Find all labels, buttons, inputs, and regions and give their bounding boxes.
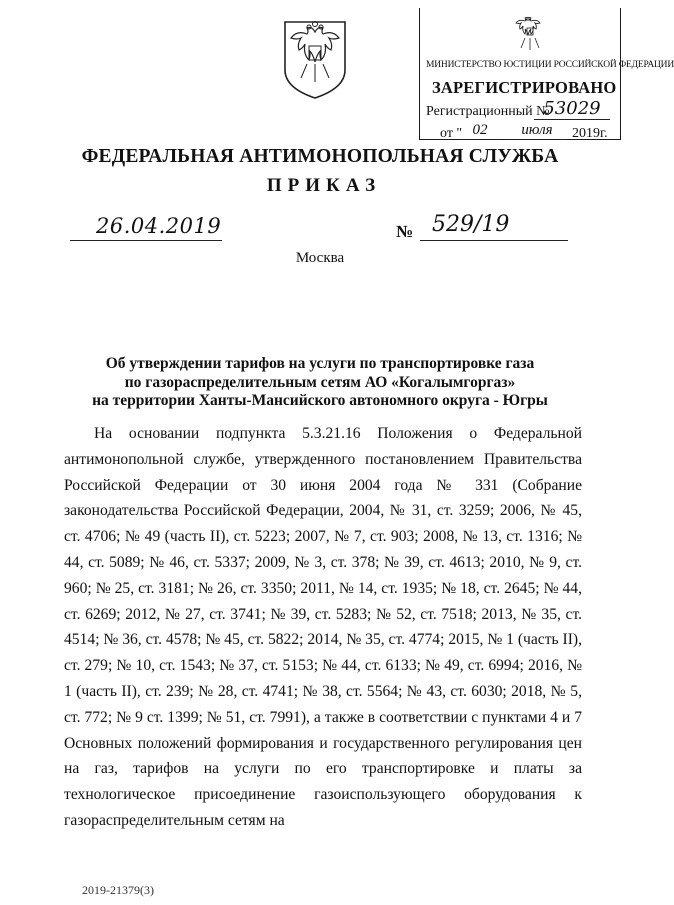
order-date: 26.04.2019 [96, 214, 222, 238]
stamp-date-prefix: от " [440, 126, 463, 141]
stamp-day: 02 [462, 122, 498, 140]
stamp-reg-number: 53029 [534, 98, 610, 120]
city: Москва [295, 250, 345, 266]
stamp-coat-of-arms-icon [512, 14, 548, 54]
stamp-ministry: МИНИСТЕРСТВО ЮСТИЦИИ РОССИЙСКОЙ ФЕДЕРАЦИИ [426, 60, 674, 70]
stamp-registered: ЗАРЕГИСТРИРОВАНО [432, 78, 617, 97]
stamp-reg-label: Регистрационный № [426, 104, 550, 119]
document-type: ПРИКАЗ [266, 175, 382, 196]
document-title [60, 355, 580, 411]
number-sign: № [396, 222, 414, 241]
stamp-year: 2019г. [572, 126, 608, 141]
title-line: Об утверждении тарифов на услуги по транспортировке газа [105, 355, 535, 372]
agency-name: ФЕДЕРАЛЬНАЯ АНТИМОНОПОЛЬНАЯ СЛУЖБА [81, 146, 559, 167]
body-paragraph: На основании подпункта 5.3.21.16 Положения о Федеральной антимонопольной службе, утвержденного постановлением Правительства Российской Федерации от 30 июня 2004 года № 331 (Собрание законодательства Российской Федерации, 2004, № 31, ст. 3259; 2006, № 45, ст. 4706; № 49 (часть II), ст. 5223; 2007, № 7, ст. 903; 2008, № 13, ст. 1316; № 44, ст. 5089; № 46, ст. 5337; 2009, № 3, ст. 378; № 39, ст. 4613; 2010, № 9, ст. 960; № 25, ст. 3181; № 26, ст. 3350; 2011, № 14, ст. 1935; № 18, ст. 2645; № 44, ст. 6269; 2012, № 27, ст. 3741; № 39, ст. 5283; № 52, ст. 7518; 2013, № 35, ст. 4514; № 36, ст. 4578; № 45, ст. 5822; 2014, № 35, ст. 4774; 2015, № 1 (часть II), ст. 279; № 10, ст. 1543; № 37, ст. 5153; № 44, ст. 6133; № 49, ст. 6994; 2016, № 1 (часть II), ст. 239; № 28, ст. 4741; № 38, ст. 5564; № 43, ст. 6030; 2018, № 5, ст. 772; № 9 ст. 1399; № 51, ст. 7991), а также в соответствии с пунктами 4 и 7 Основных положений формирования и государственного регулирования цен на газ, тарифов на услуги по его транспортировке и платы за технологическое присоединение газоиспользующего оборудования к газораспределительным сетям на [64, 425, 582, 829]
title-line: по газораспределительным сетям АО «Когалымгоргаз» [124, 373, 516, 391]
coat-of-arms-icon [279, 18, 351, 100]
title-line: на территории Ханты-Мансийского автономного округа - Югры [92, 392, 548, 409]
stamp-month: июля [508, 122, 566, 140]
footer-code: 2019-21379(3) [82, 883, 154, 897]
order-number: 529/19 [432, 212, 510, 237]
registration-stamp [419, 8, 674, 141]
